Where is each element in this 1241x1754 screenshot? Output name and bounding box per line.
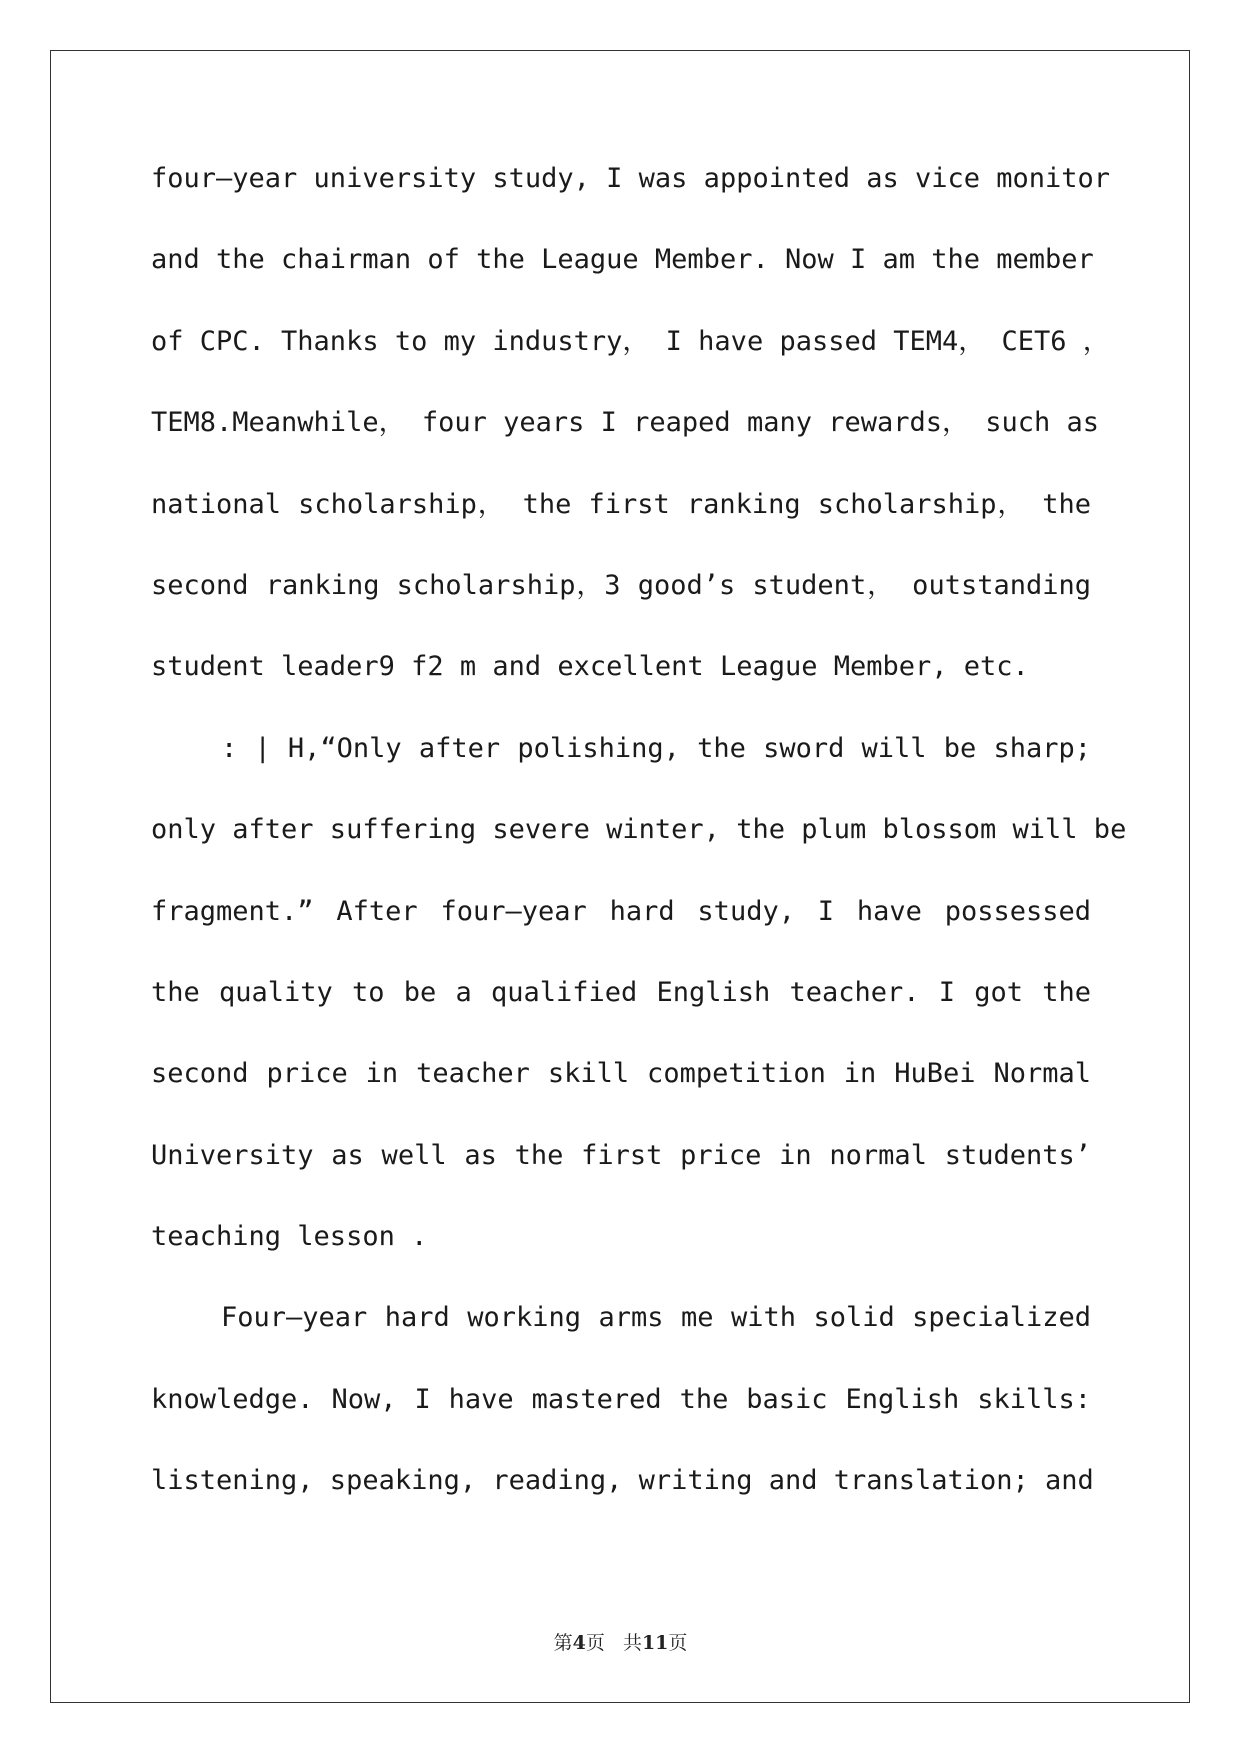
text-line: fragment.” After four—year hard study, I have possessed [151, 895, 1091, 927]
text-line: student leader9 f2 m and excellent League Member, etc. [151, 651, 1029, 683]
text-line: national scholarship， the first ranking scholarship， the [151, 488, 1091, 520]
paragraph-1 [151, 158, 1111, 728]
current-page-number: 4 [572, 1632, 586, 1654]
text-line: of CPC. Thanks to my industry， I have passed TEM4， CET6 ， [151, 325, 1110, 357]
text-line: knowledge. Now, I have mastered the basic English skills: [151, 1383, 1091, 1415]
page-footer [0, 1628, 1241, 1655]
text-line: and the chairman of the League Member. Now I am the member [151, 244, 1094, 276]
footer-suffix: 页 [668, 1632, 688, 1654]
text-line: second ranking scholarship，3 good’s student， outstanding [151, 569, 1091, 601]
text-line: : | H,“Only after polishing, the sword will be sharp; [221, 732, 1091, 764]
footer-mid: 页 共 [585, 1632, 642, 1654]
text-line: only after suffering severe winter, the plum blossom will be [151, 814, 1127, 846]
text-line: teaching lesson . [151, 1221, 428, 1253]
footer-prefix: 第 [553, 1632, 573, 1654]
paragraph-2 [151, 728, 1127, 1298]
text-line: listening, speaking, reading, writing and translation; and [151, 1465, 1094, 1497]
text-line: Four—year hard working arms me with solid specialized [221, 1302, 1091, 1334]
text-line: the quality to be a qualified English teacher. I got the [151, 976, 1091, 1008]
text-line: four—year university study, I was appointed as vice monitor [151, 163, 1111, 194]
paragraph-3 [151, 1297, 1094, 1541]
document-body [151, 158, 1127, 1542]
text-line: second price in teacher skill competition in HuBei Normal [151, 1058, 1091, 1090]
text-line: TEM8.Meanwhile， four years I reaped many rewards， such as [151, 407, 1100, 439]
text-line: University as well as the first price in normal students’ [151, 1139, 1091, 1171]
total-pages-number: 11 [641, 1632, 669, 1654]
